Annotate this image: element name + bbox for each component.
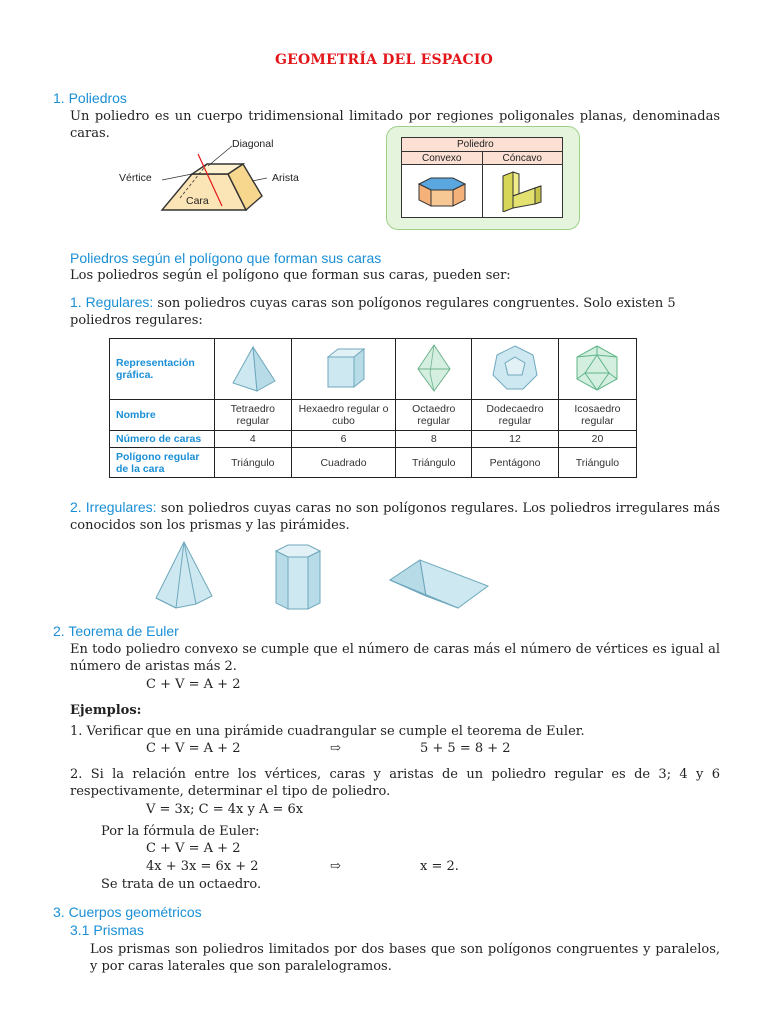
caras-cell: 12 bbox=[472, 431, 559, 448]
label-vertice: Vértice bbox=[119, 172, 152, 184]
name-cell: Icosaedro regular bbox=[558, 400, 636, 431]
segun-poligono-intro: Los poliedros según el polígono que forman sus caras, pueden ser: bbox=[70, 268, 511, 283]
example-1-question: 1. Verificar que en una pirámide cuadrangular se cumple el teorema de Euler. bbox=[70, 724, 585, 739]
irregulares-text: son poliedros cuyas caras no son polígonos regulares. Los poliedros irregulares más conocidos son los prismas y las pirámides. bbox=[70, 501, 721, 533]
poliedro-definition: Un poliedro es un cuerpo tridimensional limitado por regiones poligonales planas, denominadas caras. bbox=[70, 109, 720, 141]
dodecahedron-icon bbox=[485, 343, 545, 393]
name-cell: Octaedro regular bbox=[396, 400, 472, 431]
poly-table-concavo: Cóncavo bbox=[482, 152, 563, 165]
regular-polyhedra-table bbox=[109, 338, 637, 478]
arrow-icon: ⇨ bbox=[330, 859, 341, 874]
poligono-cell: Pentágono bbox=[472, 448, 559, 478]
example-1-result: 5 + 5 = 8 + 2 bbox=[420, 741, 511, 756]
example-2-conclusion: Se trata de un octaedro. bbox=[101, 877, 262, 892]
octahedron-icon bbox=[404, 343, 464, 393]
poligono-cell: Triángulo bbox=[396, 448, 472, 478]
euler-statement: En todo poliedro convexo se cumple que el número de caras más el número de vértices es igual al número de aristas más 2. bbox=[70, 642, 720, 674]
hexagonal-prism-icon bbox=[407, 168, 477, 212]
section-heading-cuerpos: 3. Cuerpos geométricos bbox=[53, 904, 202, 920]
euler-formula: C + V = A + 2 bbox=[146, 677, 241, 692]
example-2-result: x = 2. bbox=[420, 859, 459, 874]
prismas-definition: Los prismas son poliedros limitados por dos bases que son polígonos congruentes y paralelos, y por caras laterales que son paralelogramos. bbox=[90, 942, 720, 974]
row-header-numero-caras: Número de caras bbox=[110, 431, 215, 448]
label-diagonal: Diagonal bbox=[232, 138, 274, 150]
regulares-label: 1. Regulares: bbox=[70, 294, 154, 310]
name-cell: Dodecaedro regular bbox=[472, 400, 559, 431]
irregulares-paragraph bbox=[70, 499, 720, 534]
triangular-prism-illustration bbox=[380, 550, 500, 612]
section-heading-segun-poligono: Poliedros según el polígono que forman sus caras bbox=[70, 250, 382, 266]
example-2-question: 2. Si la relación entre los vértices, caras y aristas de un poliedro regular es de 3; 4 y 6 respectivamente, determinar el tipo de poliedro. bbox=[70, 767, 720, 799]
name-cell: Hexaedro regular o cubo bbox=[291, 400, 396, 431]
row-header-nombre: Nombre bbox=[110, 400, 215, 431]
l-shaped-prism-icon bbox=[487, 168, 557, 212]
label-cara: Cara bbox=[186, 195, 209, 207]
icosahedron-cell bbox=[558, 339, 636, 400]
tetrahedron-icon bbox=[223, 343, 283, 393]
ejemplos-heading: Ejemplos: bbox=[70, 703, 142, 718]
poligono-cell: Triángulo bbox=[558, 448, 636, 478]
section-heading-poliedros: 1. Poliedros bbox=[53, 90, 127, 106]
poligono-cell: Triángulo bbox=[215, 448, 292, 478]
caras-cell: 6 bbox=[291, 431, 396, 448]
regulares-text: son poliedros cuyas caras son polígonos regulares congruentes. Solo existen 5 poliedros regulares: bbox=[70, 296, 676, 328]
concave-prism-cell bbox=[482, 165, 563, 218]
example-2-formula-label: Por la fórmula de Euler: bbox=[101, 824, 260, 839]
tetrahedron-cell bbox=[215, 339, 292, 400]
hexagonal-prism-illustration bbox=[268, 541, 328, 613]
example-1-formula: C + V = A + 2 bbox=[146, 741, 241, 756]
poly-table-convexo: Convexo bbox=[402, 152, 483, 165]
pyramid-illustration bbox=[150, 540, 220, 612]
section-heading-euler: 2. Teorema de Euler bbox=[53, 623, 179, 639]
dodecahedron-cell bbox=[472, 339, 559, 400]
octahedron-cell bbox=[396, 339, 472, 400]
page-title: GEOMETRÍA DEL ESPACIO bbox=[274, 52, 494, 68]
name-cell: Tetraedro regular bbox=[215, 400, 292, 431]
poligono-cell: Cuadrado bbox=[291, 448, 396, 478]
poliedro-classification-table bbox=[401, 137, 563, 218]
cube-icon bbox=[314, 343, 374, 393]
arrow-icon: ⇨ bbox=[330, 741, 341, 756]
subsection-heading-prismas: 3.1 Prismas bbox=[70, 922, 144, 938]
caras-cell: 8 bbox=[396, 431, 472, 448]
cube-cell bbox=[291, 339, 396, 400]
irregulares-label: 2. Irregulares: bbox=[70, 499, 157, 515]
example-2-equation: 4x + 3x = 6x + 2 bbox=[146, 859, 259, 874]
example-2-formula: C + V = A + 2 bbox=[146, 841, 241, 856]
label-arista: Arista bbox=[272, 172, 299, 184]
convex-prism-cell bbox=[402, 165, 483, 218]
poly-table-title: Poliedro bbox=[402, 138, 563, 152]
row-header-poligono: Polígono regular de la cara bbox=[110, 448, 215, 478]
caras-cell: 20 bbox=[558, 431, 636, 448]
regulares-paragraph bbox=[70, 294, 720, 329]
icosahedron-icon bbox=[567, 343, 627, 393]
row-header-representacion: Representación gráfica. bbox=[110, 339, 215, 400]
example-2-ratios: V = 3x; C = 4x y A = 6x bbox=[146, 802, 304, 817]
caras-cell: 4 bbox=[215, 431, 292, 448]
